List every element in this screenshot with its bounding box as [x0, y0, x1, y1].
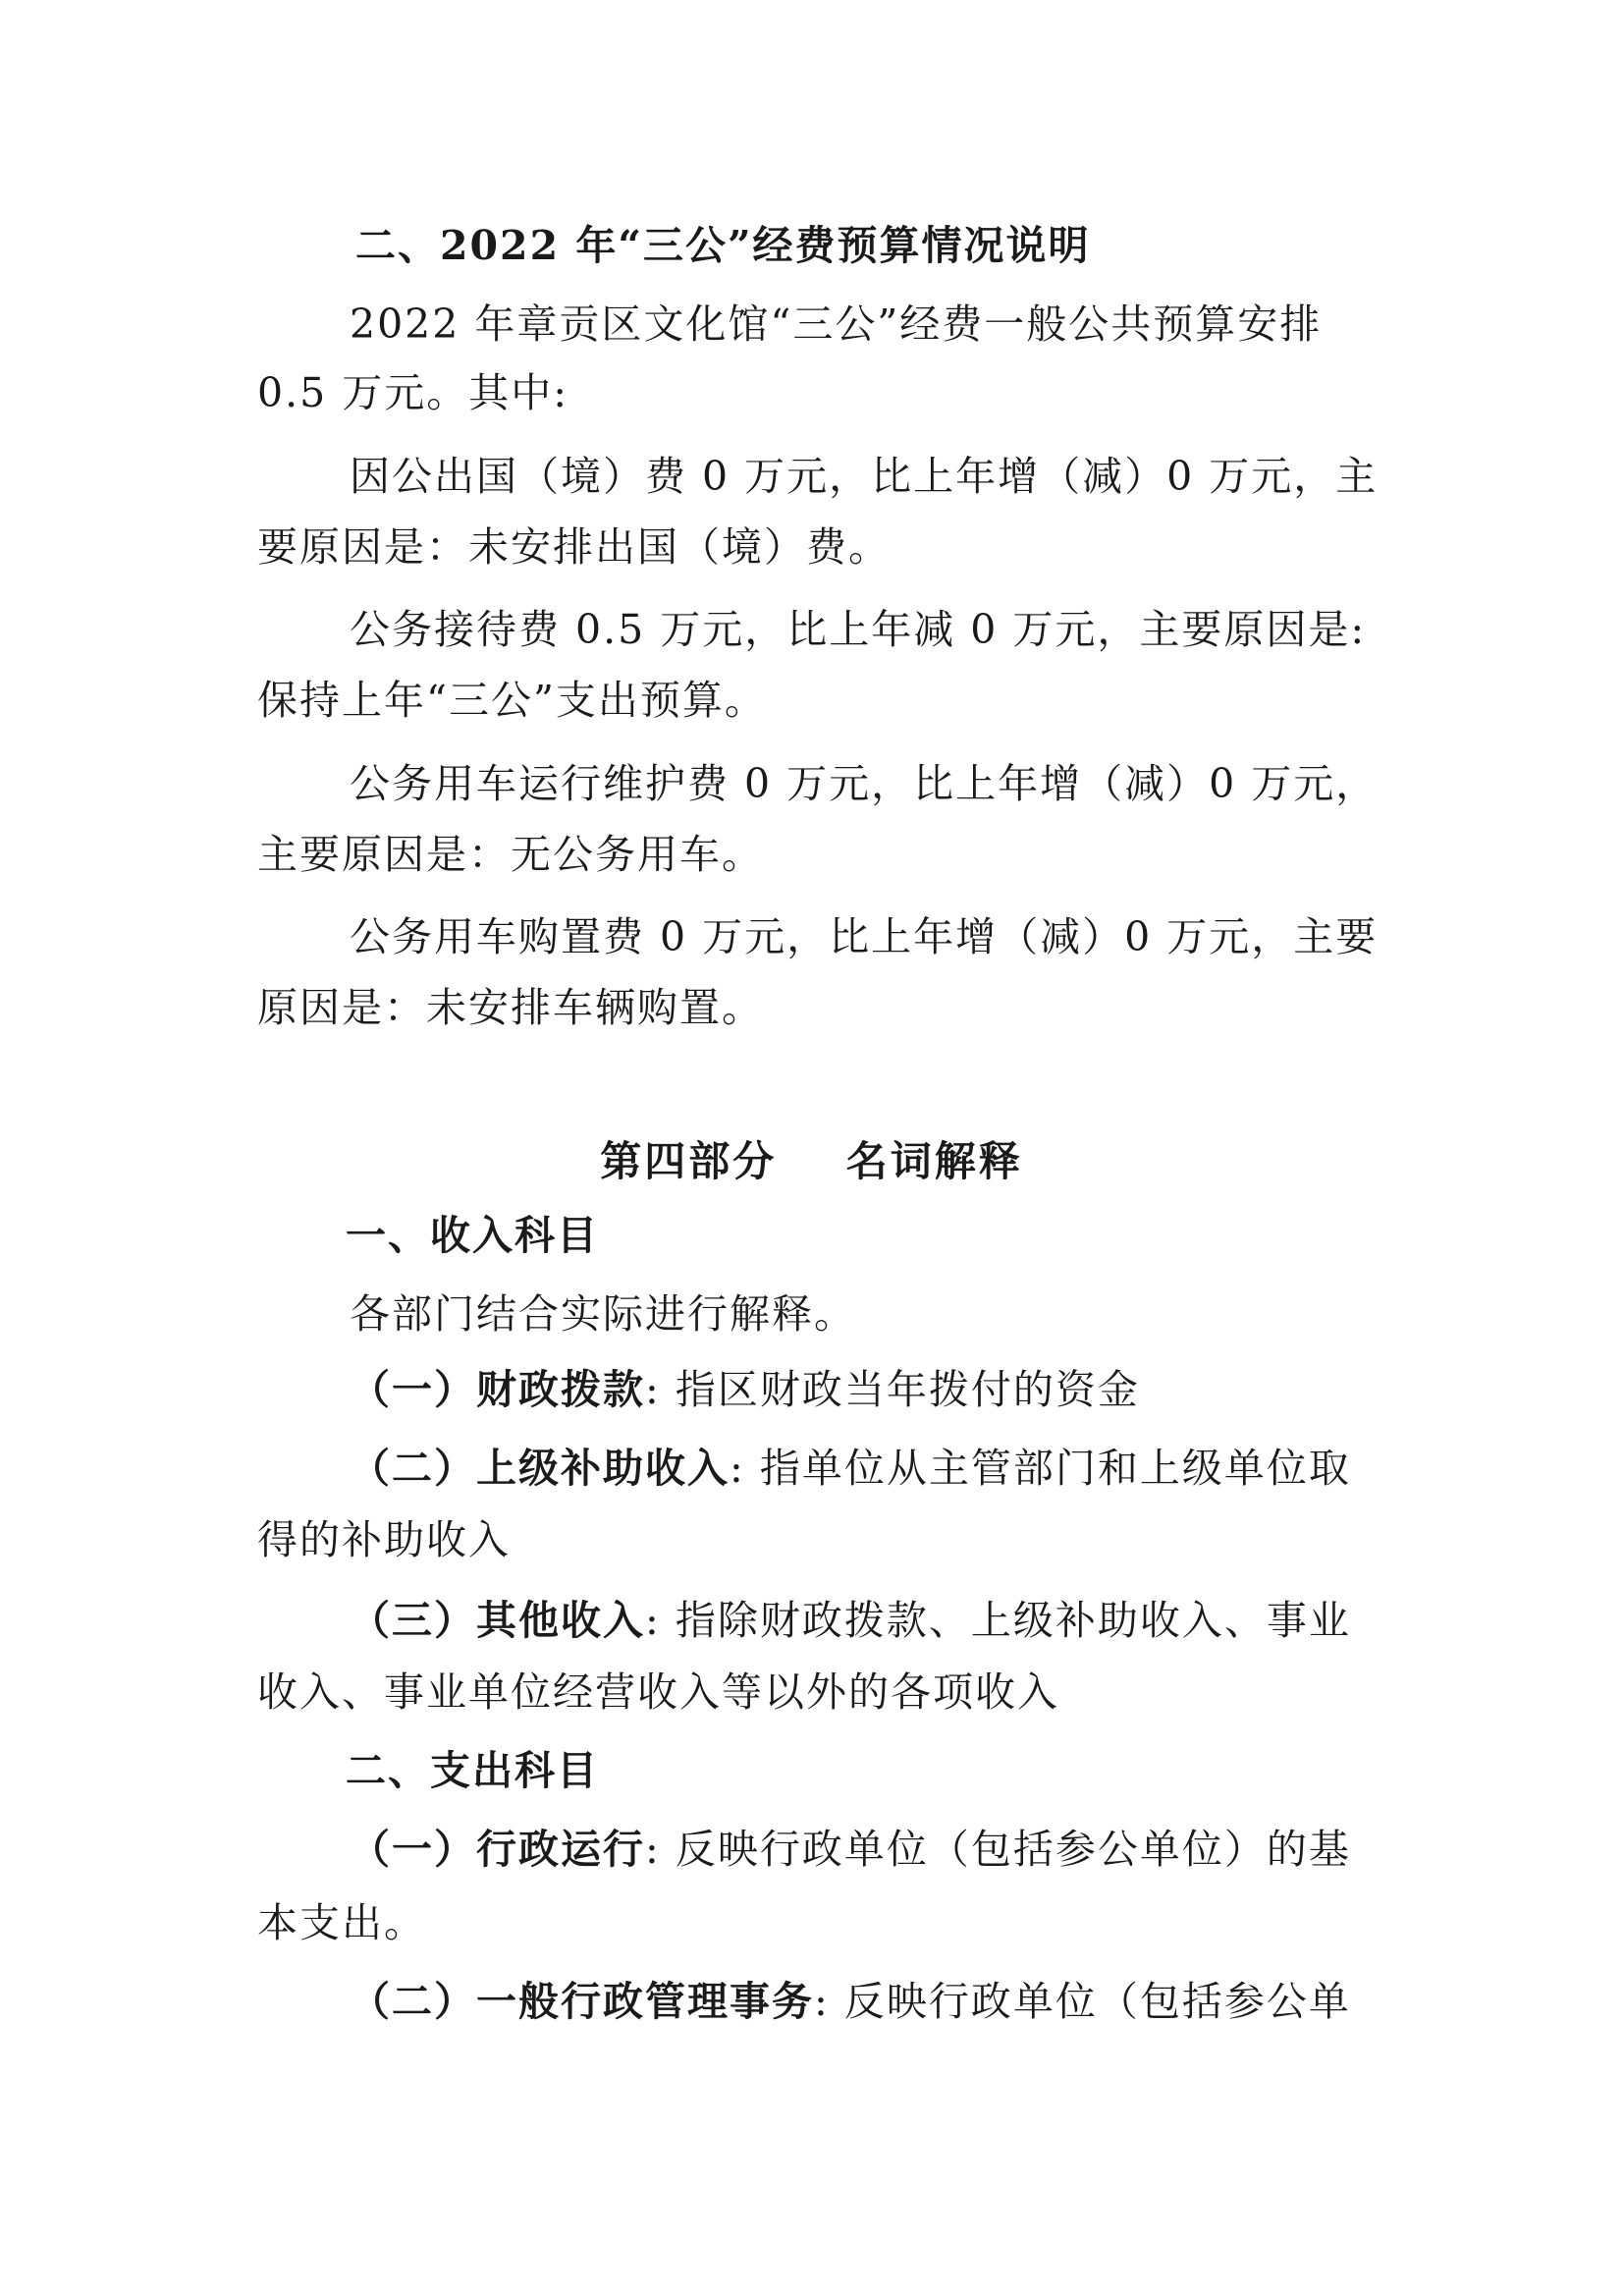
income-item-3-label: （三）其他收入: [350, 1597, 645, 1644]
paragraph-vehicle-buy-line1: 公务用车购置费 0 万元，比上年增（减）0 万元，主要: [350, 913, 1379, 960]
paragraph-vehicle-op-line1: 公务用车运行维护费 0 万元，比上年增（减）0 万元，: [350, 760, 1379, 807]
expense-item-2-label: （二）一般行政管理事务: [350, 1978, 814, 2025]
expense-item-2-text: : 反映行政单位（包括参公单: [814, 1978, 1351, 2025]
expense-item-1-label: （一）行政运行: [350, 1826, 645, 1873]
expense-item-1-line2: 本支出。: [257, 1899, 426, 1946]
income-item-2-line2: 得的补助收入: [257, 1516, 511, 1563]
expense-heading: 二、支出科目: [346, 1747, 599, 1794]
income-item-1: [350, 1360, 1140, 1419]
income-item-1-label: （一）财政拨款: [350, 1366, 645, 1413]
paragraph-budget-line2: 0.5 万元。其中:: [257, 369, 569, 416]
expense-item-1-text: : 反映行政单位（包括参公单位）的基: [645, 1826, 1351, 1873]
paragraph-vehicle-buy-line2: 原因是：未安排车辆购置。: [257, 984, 764, 1031]
paragraph-reception-line2: 保持上年“三公”支出预算。: [257, 677, 767, 724]
paragraph-vehicle-op-line2: 主要原因是：无公务用车。: [257, 831, 764, 878]
income-item-1-text: : 指区财政当年拨付的资金: [645, 1366, 1140, 1413]
income-item-3-text: : 指除财政拨款、上级补助收入、事业: [645, 1597, 1351, 1644]
income-item-3-line1: [350, 1591, 1351, 1650]
paragraph-budget-line1: 2022 年章贡区文化馆“三公”经费一般公共预算安排: [350, 301, 1323, 348]
paragraph-reception-line1: 公务接待费 0.5 万元，比上年减 0 万元，主要原因是:: [350, 606, 1367, 653]
income-item-2-label: （二）上级补助收入: [350, 1445, 730, 1492]
income-heading: 一、收入科目: [346, 1212, 599, 1259]
income-item-3-line2: 收入、事业单位经营收入等以外的各项收入: [257, 1668, 1059, 1716]
paragraph-abroad-line1: 因公出国（境）费 0 万元，比上年增（减）0 万元，主: [350, 453, 1379, 500]
expense-item-1-line1: [350, 1820, 1351, 1879]
income-item-2-text: : 指单位从主管部门和上级单位取: [730, 1445, 1351, 1492]
section-heading-three-public: 二、2022 年“三公”经费预算情况说明: [355, 222, 1091, 269]
paragraph-abroad-line2: 要原因是：未安排出国（境）费。: [257, 523, 891, 571]
income-intro: 各部门结合实际进行解释。: [350, 1290, 856, 1338]
part-four-title: 第四部分 名词解释: [600, 1137, 1023, 1185]
income-item-2-line1: [350, 1439, 1351, 1498]
expense-item-2-line1: [350, 1972, 1351, 2031]
